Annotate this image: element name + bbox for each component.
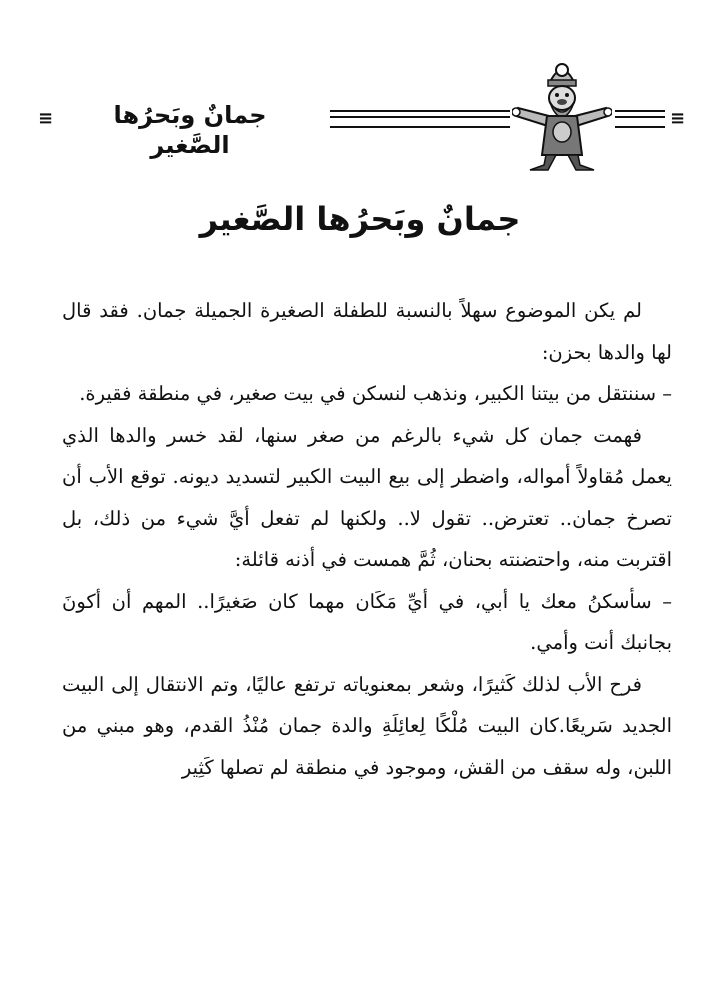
page-title: جمانٌ وبَحرُها الصَّغير bbox=[199, 200, 521, 238]
header-bars-left: ≡ bbox=[38, 108, 54, 129]
header-rule-right bbox=[330, 110, 510, 128]
paragraph: لم يكن الموضوع سهلاً بالنسبة للطفلة الصغيرة الجميلة جمان. فقد قال لها والدها بحزن: bbox=[62, 299, 672, 364]
paragraph: فهمت جمان كل شيء بالرغم من صغر سنها، لقد خسر والدها الذي يعمل مُقاولاً أمواله، واضطر إلى بيع البيت الكبير لتسديد ديونه. توقع الأب أن تصرخ جمان.. تعترض.. تقول لا.. ولكنها لم تفعل أيَّ شيء من ذلك، بل اقتربت منه، واحتضنته بحنان، ثُمَّ همست في أذنه قائلة: bbox=[62, 423, 672, 571]
dialogue-line: – سننتقل من بيتنا الكبير، ونذهب لنسكن في بيت صغير، في منطقة فقيرة. bbox=[79, 382, 672, 405]
running-header bbox=[30, 60, 690, 180]
header-rule-far-right bbox=[615, 110, 665, 128]
dialogue-line: – سأسكنُ معك يا أبي، في أيِّ مَكَان مهما كان صَغيرًا.. المهم أن أكونَ بجانبك أنت وأمي. bbox=[62, 589, 672, 654]
header-title: جمانٌ وبَحرُها الصَّغير bbox=[70, 100, 310, 160]
paragraph: فرح الأب لذلك كَثيرًا، وشعر بمعنوياته ترتفع عاليًا، وتم الانتقال إلى البيت الجديد سَريعًا.كان البيت مُلْكًا لِعائِلَةِ والدة جمان مُنْذُ القدم، وهو مبني من اللبن، وله سقف من القش، وموجود في منطقة لم تصلها كَثِير bbox=[62, 672, 672, 779]
story-body bbox=[62, 290, 672, 788]
header-bars-right: ≡ bbox=[670, 108, 686, 129]
clown-mascot-icon bbox=[512, 60, 612, 175]
